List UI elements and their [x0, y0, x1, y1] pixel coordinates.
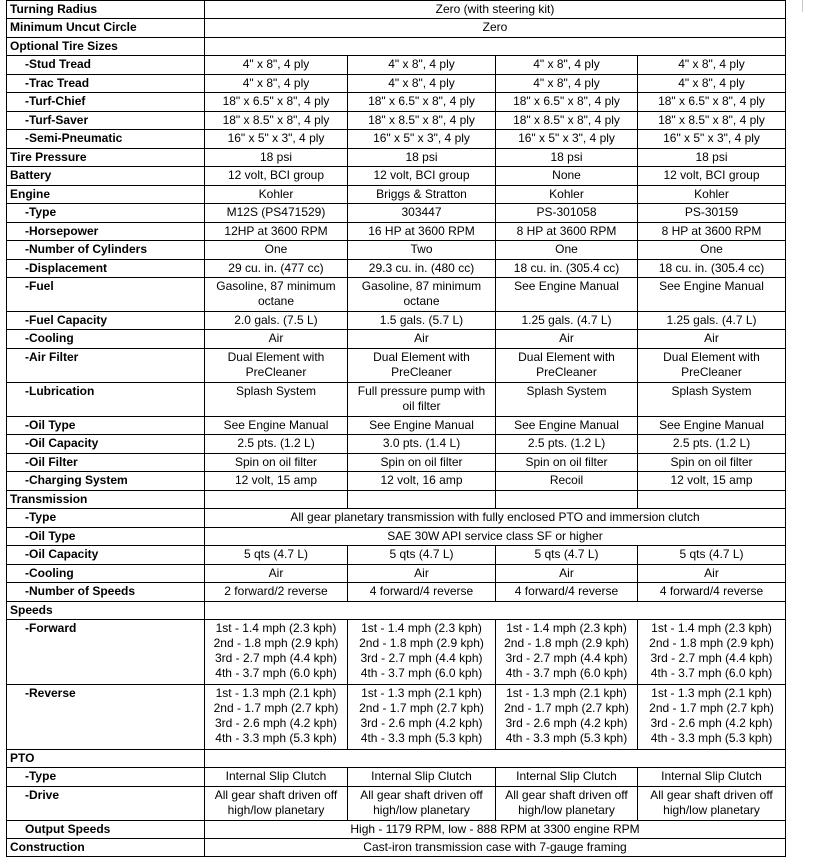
row-label: -Fuel [7, 278, 205, 312]
row-label: -Turf-Chief [7, 93, 205, 112]
spec-row-tire-pressure [7, 149, 786, 167]
row-value-col-1: M12S (PS471529) [205, 204, 348, 223]
row-value-col-1: 12 volt, 15 amp [205, 472, 348, 491]
row-label: -Type [7, 204, 205, 223]
row-value-col-2: Air [348, 330, 496, 349]
row-label: Transmission [7, 491, 205, 509]
row-value-col-3: Splash System [496, 383, 638, 417]
row-value-merged: All gear planetary transmission with fully enclosed PTO and immersion clutch [205, 509, 786, 528]
spec-row-semi-pneumatic [7, 130, 786, 149]
row-value-col-4: Spin on oil filter [638, 454, 786, 472]
row-label: -Oil Type [7, 417, 205, 435]
row-label: -Drive [7, 787, 205, 821]
row-value-col-3: 1.25 gals. (4.7 L) [496, 312, 638, 330]
row-label: Engine [7, 186, 205, 204]
spec-row-horsepower [7, 223, 786, 241]
row-value-col-3: 2.5 pts. (1.2 L) [496, 435, 638, 454]
row-value-col-2: Briggs & Stratton [348, 186, 496, 204]
row-value-col-3: 5 qts (4.7 L) [496, 546, 638, 565]
spec-row-transmission [7, 491, 786, 509]
spec-row-lubrication [7, 383, 786, 417]
spec-row-oil-type [7, 417, 786, 435]
spec-row-engine [7, 186, 786, 204]
row-value-col-4: 18 cu. in. (305.4 cc) [638, 260, 786, 278]
row-value-col-2: 16 HP at 3600 RPM [348, 223, 496, 241]
row-value-col-1: 29 cu. in. (477 cc) [205, 260, 348, 278]
row-label: -Horsepower [7, 223, 205, 241]
page-edge-line [802, 0, 803, 12]
spec-row-output-speeds [7, 821, 786, 839]
row-value-col-3: Internal Slip Clutch [496, 768, 638, 787]
row-label: -Semi-Pneumatic [7, 130, 205, 149]
row-label: -Turf-Saver [7, 112, 205, 130]
row-value-col-3: 4" x 8", 4 ply [496, 75, 638, 93]
row-value-merged [205, 750, 786, 768]
spec-row-turf-saver [7, 112, 786, 130]
spec-row-charging-system [7, 472, 786, 491]
row-value-col-2: 4" x 8", 4 ply [348, 56, 496, 75]
row-value-merged: SAE 30W API service class SF or higher [205, 528, 786, 546]
row-value-col-1: 18" x 8.5" x 8", 4 ply [205, 112, 348, 130]
row-value-col-3: One [496, 241, 638, 260]
spec-row-cooling [7, 565, 786, 583]
row-value-col-3: Dual Element with PreCleaner [496, 349, 638, 383]
row-value-col-2: 12 volt, 16 amp [348, 472, 496, 491]
row-value-col-2: Gasoline, 87 minimum octane [348, 278, 496, 312]
spec-row-forward [7, 620, 786, 685]
spec-row-oil-capacity [7, 546, 786, 565]
row-value-col-3: 1st - 1.3 mph (2.1 kph) 2nd - 1.7 mph (2.7 kph) 3rd - 2.6 mph (4.2 kph) 4th - 3.3 mph (5.3 kph) [496, 685, 638, 750]
row-label: -Trac Tread [7, 75, 205, 93]
spec-row-pto [7, 750, 786, 768]
spec-row-oil-filter [7, 454, 786, 472]
row-value-col-2: 18 psi [348, 149, 496, 167]
row-value-col-3 [496, 491, 638, 509]
row-value-col-1: Spin on oil filter [205, 454, 348, 472]
row-value-col-4: 18" x 6.5" x 8", 4 ply [638, 93, 786, 112]
row-value-col-3: See Engine Manual [496, 417, 638, 435]
spec-row-fuel-capacity [7, 312, 786, 330]
row-value-col-4: See Engine Manual [638, 278, 786, 312]
row-value-col-2: 303447 [348, 204, 496, 223]
row-value-col-1: 2 forward/2 reverse [205, 583, 348, 602]
row-label: -Lubrication [7, 383, 205, 417]
row-value-col-1: 18 psi [205, 149, 348, 167]
row-label: -Number of Cylinders [7, 241, 205, 260]
spec-row-fuel [7, 278, 786, 312]
row-value-col-2: 1st - 1.4 mph (2.3 kph) 2nd - 1.8 mph (2.9 kph) 3rd - 2.7 mph (4.4 kph) 4th - 3.7 mph (6.0 kph) [348, 620, 496, 685]
row-value-col-4: 12 volt, 15 amp [638, 472, 786, 491]
spec-row-cooling [7, 330, 786, 349]
row-value-col-3: 8 HP at 3600 RPM [496, 223, 638, 241]
row-value-col-1: Internal Slip Clutch [205, 768, 348, 787]
row-value-col-2: 16" x 5" x 3", 4 ply [348, 130, 496, 149]
row-value-col-4: 18" x 8.5" x 8", 4 ply [638, 112, 786, 130]
spec-row-type [7, 768, 786, 787]
row-value-col-2: See Engine Manual [348, 417, 496, 435]
spec-row-optional-tire-sizes [7, 38, 786, 56]
row-label: -Type [7, 509, 205, 528]
row-value-col-2: 29.3 cu. in. (480 cc) [348, 260, 496, 278]
row-value-col-1: 2.0 gals. (7.5 L) [205, 312, 348, 330]
row-label: -Oil Type [7, 528, 205, 546]
row-value-col-4: See Engine Manual [638, 417, 786, 435]
spec-row-number-of-speeds [7, 583, 786, 602]
row-value-col-1: 16" x 5" x 3", 4 ply [205, 130, 348, 149]
row-label: -Oil Capacity [7, 546, 205, 565]
row-value-col-3: All gear shaft driven off high/low planetary [496, 787, 638, 821]
row-value-col-4: 18 psi [638, 149, 786, 167]
spec-row-stud-tread [7, 56, 786, 75]
row-value-col-2: 1st - 1.3 mph (2.1 kph) 2nd - 1.7 mph (2.7 kph) 3rd - 2.6 mph (4.2 kph) 4th - 3.3 mph (5.3 kph) [348, 685, 496, 750]
row-label: -Oil Capacity [7, 435, 205, 454]
row-value-col-2: 12 volt, BCI group [348, 167, 496, 186]
row-value-col-3: 18 psi [496, 149, 638, 167]
row-value-col-4: 12 volt, BCI group [638, 167, 786, 186]
row-value-col-4: 1st - 1.3 mph (2.1 kph) 2nd - 1.7 mph (2.7 kph) 3rd - 2.6 mph (4.2 kph) 4th - 3.3 mph (5.3 kph) [638, 685, 786, 750]
row-value-merged: Zero (with steering kit) [205, 1, 786, 19]
row-label: -Air Filter [7, 349, 205, 383]
row-label: -Cooling [7, 330, 205, 349]
row-value-col-4: PS-30159 [638, 204, 786, 223]
row-value-col-3: None [496, 167, 638, 186]
spec-row-speeds [7, 602, 786, 620]
spec-table-body [7, 1, 786, 857]
row-value-col-3: Recoil [496, 472, 638, 491]
spec-row-oil-type [7, 528, 786, 546]
spec-row-construction [7, 839, 786, 857]
row-value-merged [205, 602, 786, 620]
row-value-col-2: 4 forward/4 reverse [348, 583, 496, 602]
row-value-col-4: Air [638, 330, 786, 349]
row-value-col-1: 12HP at 3600 RPM [205, 223, 348, 241]
row-value-col-4: 8 HP at 3600 RPM [638, 223, 786, 241]
row-value-col-1: All gear shaft driven off high/low planetary [205, 787, 348, 821]
row-value-col-4: Dual Element with PreCleaner [638, 349, 786, 383]
spec-row-reverse [7, 685, 786, 750]
row-value-col-1: Splash System [205, 383, 348, 417]
row-value-col-3: Air [496, 565, 638, 583]
spec-row-type [7, 204, 786, 223]
row-value-merged: Zero [205, 19, 786, 38]
row-value-col-2: 5 qts (4.7 L) [348, 546, 496, 565]
row-value-col-1: 4" x 8", 4 ply [205, 56, 348, 75]
spec-row-trac-tread [7, 75, 786, 93]
spec-row-drive [7, 787, 786, 821]
spec-row-number-of-cylinders [7, 241, 786, 260]
spec-row-battery [7, 167, 786, 186]
row-value-col-2: Air [348, 565, 496, 583]
spec-row-air-filter [7, 349, 786, 383]
row-value-col-4: 4 forward/4 reverse [638, 583, 786, 602]
row-label: -Displacement [7, 260, 205, 278]
spec-table [6, 0, 786, 857]
row-value-col-3: 4 forward/4 reverse [496, 583, 638, 602]
row-label: -Type [7, 768, 205, 787]
row-label: Tire Pressure [7, 149, 205, 167]
row-value-col-4: 1.25 gals. (4.7 L) [638, 312, 786, 330]
row-value-col-1: 12 volt, BCI group [205, 167, 348, 186]
row-value-col-2: Full pressure pump with oil filter [348, 383, 496, 417]
row-value-col-3: 16" x 5" x 3", 4 ply [496, 130, 638, 149]
row-label: -Charging System [7, 472, 205, 491]
row-label: -Stud Tread [7, 56, 205, 75]
row-value-col-1: Air [205, 330, 348, 349]
spec-row-oil-capacity [7, 435, 786, 454]
row-value-col-1: Dual Element with PreCleaner [205, 349, 348, 383]
row-label: Turning Radius [7, 1, 205, 19]
row-label: Battery [7, 167, 205, 186]
row-value-col-1: Kohler [205, 186, 348, 204]
row-label: PTO [7, 750, 205, 768]
row-label: Construction [7, 839, 205, 857]
row-label: Optional Tire Sizes [7, 38, 205, 56]
row-value-col-2: Spin on oil filter [348, 454, 496, 472]
row-value-col-4 [638, 491, 786, 509]
row-value-col-1: Air [205, 565, 348, 583]
row-value-col-2: 18" x 6.5" x 8", 4 ply [348, 93, 496, 112]
spec-row-displacement [7, 260, 786, 278]
row-value-col-4: 1st - 1.4 mph (2.3 kph) 2nd - 1.8 mph (2.9 kph) 3rd - 2.7 mph (4.4 kph) 4th - 3.7 mph (6.0 kph) [638, 620, 786, 685]
row-value-col-2: Dual Element with PreCleaner [348, 349, 496, 383]
row-value-col-2: 1.5 gals. (5.7 L) [348, 312, 496, 330]
row-label: Speeds [7, 602, 205, 620]
row-value-col-3: 18 cu. in. (305.4 cc) [496, 260, 638, 278]
row-value-col-4: 16" x 5" x 3", 4 ply [638, 130, 786, 149]
row-value-col-1: 5 qts (4.7 L) [205, 546, 348, 565]
row-value-col-1: 18" x 6.5" x 8", 4 ply [205, 93, 348, 112]
row-value-col-4: 4" x 8", 4 ply [638, 75, 786, 93]
row-label: -Oil Filter [7, 454, 205, 472]
row-value-col-2: All gear shaft driven off high/low planetary [348, 787, 496, 821]
row-value-col-1: 4" x 8", 4 ply [205, 75, 348, 93]
spec-row-turf-chief [7, 93, 786, 112]
row-value-col-2 [348, 491, 496, 509]
row-label: -Fuel Capacity [7, 312, 205, 330]
spec-row-type [7, 509, 786, 528]
row-value-col-4: Splash System [638, 383, 786, 417]
row-label: -Number of Speeds [7, 583, 205, 602]
row-value-col-4: 5 qts (4.7 L) [638, 546, 786, 565]
row-value-col-3: 1st - 1.4 mph (2.3 kph) 2nd - 1.8 mph (2.9 kph) 3rd - 2.7 mph (4.4 kph) 4th - 3.7 mph (6.0 kph) [496, 620, 638, 685]
row-value-col-3: 18" x 8.5" x 8", 4 ply [496, 112, 638, 130]
row-value-col-3: Air [496, 330, 638, 349]
row-value-col-4: Internal Slip Clutch [638, 768, 786, 787]
row-value-col-3: Kohler [496, 186, 638, 204]
row-value-col-3: Spin on oil filter [496, 454, 638, 472]
row-value-col-3: PS-301058 [496, 204, 638, 223]
row-value-col-4: One [638, 241, 786, 260]
row-value-merged: High - 1179 RPM, low - 888 RPM at 3300 engine RPM [205, 821, 786, 839]
row-value-col-1: 1st - 1.4 mph (2.3 kph) 2nd - 1.8 mph (2.9 kph) 3rd - 2.7 mph (4.4 kph) 4th - 3.7 mph (6.0 kph) [205, 620, 348, 685]
row-value-col-2: Internal Slip Clutch [348, 768, 496, 787]
row-value-col-3: 4" x 8", 4 ply [496, 56, 638, 75]
row-value-col-2: Two [348, 241, 496, 260]
row-value-merged [205, 38, 786, 56]
row-value-col-1: 2.5 pts. (1.2 L) [205, 435, 348, 454]
row-label: -Cooling [7, 565, 205, 583]
row-value-col-1: 1st - 1.3 mph (2.1 kph) 2nd - 1.7 mph (2.7 kph) 3rd - 2.6 mph (4.2 kph) 4th - 3.3 mph (5.3 kph) [205, 685, 348, 750]
row-value-col-4: All gear shaft driven off high/low planetary [638, 787, 786, 821]
row-label: -Reverse [7, 685, 205, 750]
row-label: -Forward [7, 620, 205, 685]
row-value-col-1 [205, 491, 348, 509]
row-value-col-1: One [205, 241, 348, 260]
row-label: Output Speeds [7, 821, 205, 839]
row-value-col-4: Kohler [638, 186, 786, 204]
spec-row-turning-radius [7, 1, 786, 19]
row-value-col-2: 18" x 8.5" x 8", 4 ply [348, 112, 496, 130]
row-value-col-4: 2.5 pts. (1.2 L) [638, 435, 786, 454]
row-value-col-1: Gasoline, 87 minimum octane [205, 278, 348, 312]
row-value-col-2: 4" x 8", 4 ply [348, 75, 496, 93]
row-value-col-2: 3.0 pts. (1.4 L) [348, 435, 496, 454]
row-value-col-4: Air [638, 565, 786, 583]
row-value-col-3: See Engine Manual [496, 278, 638, 312]
row-label: Minimum Uncut Circle [7, 19, 205, 38]
row-value-merged: Cast-iron transmission case with 7-gauge framing [205, 839, 786, 857]
row-value-col-4: 4" x 8", 4 ply [638, 56, 786, 75]
row-value-col-1: See Engine Manual [205, 417, 348, 435]
spec-row-minimum-uncut-circle [7, 19, 786, 38]
row-value-col-3: 18" x 6.5" x 8", 4 ply [496, 93, 638, 112]
